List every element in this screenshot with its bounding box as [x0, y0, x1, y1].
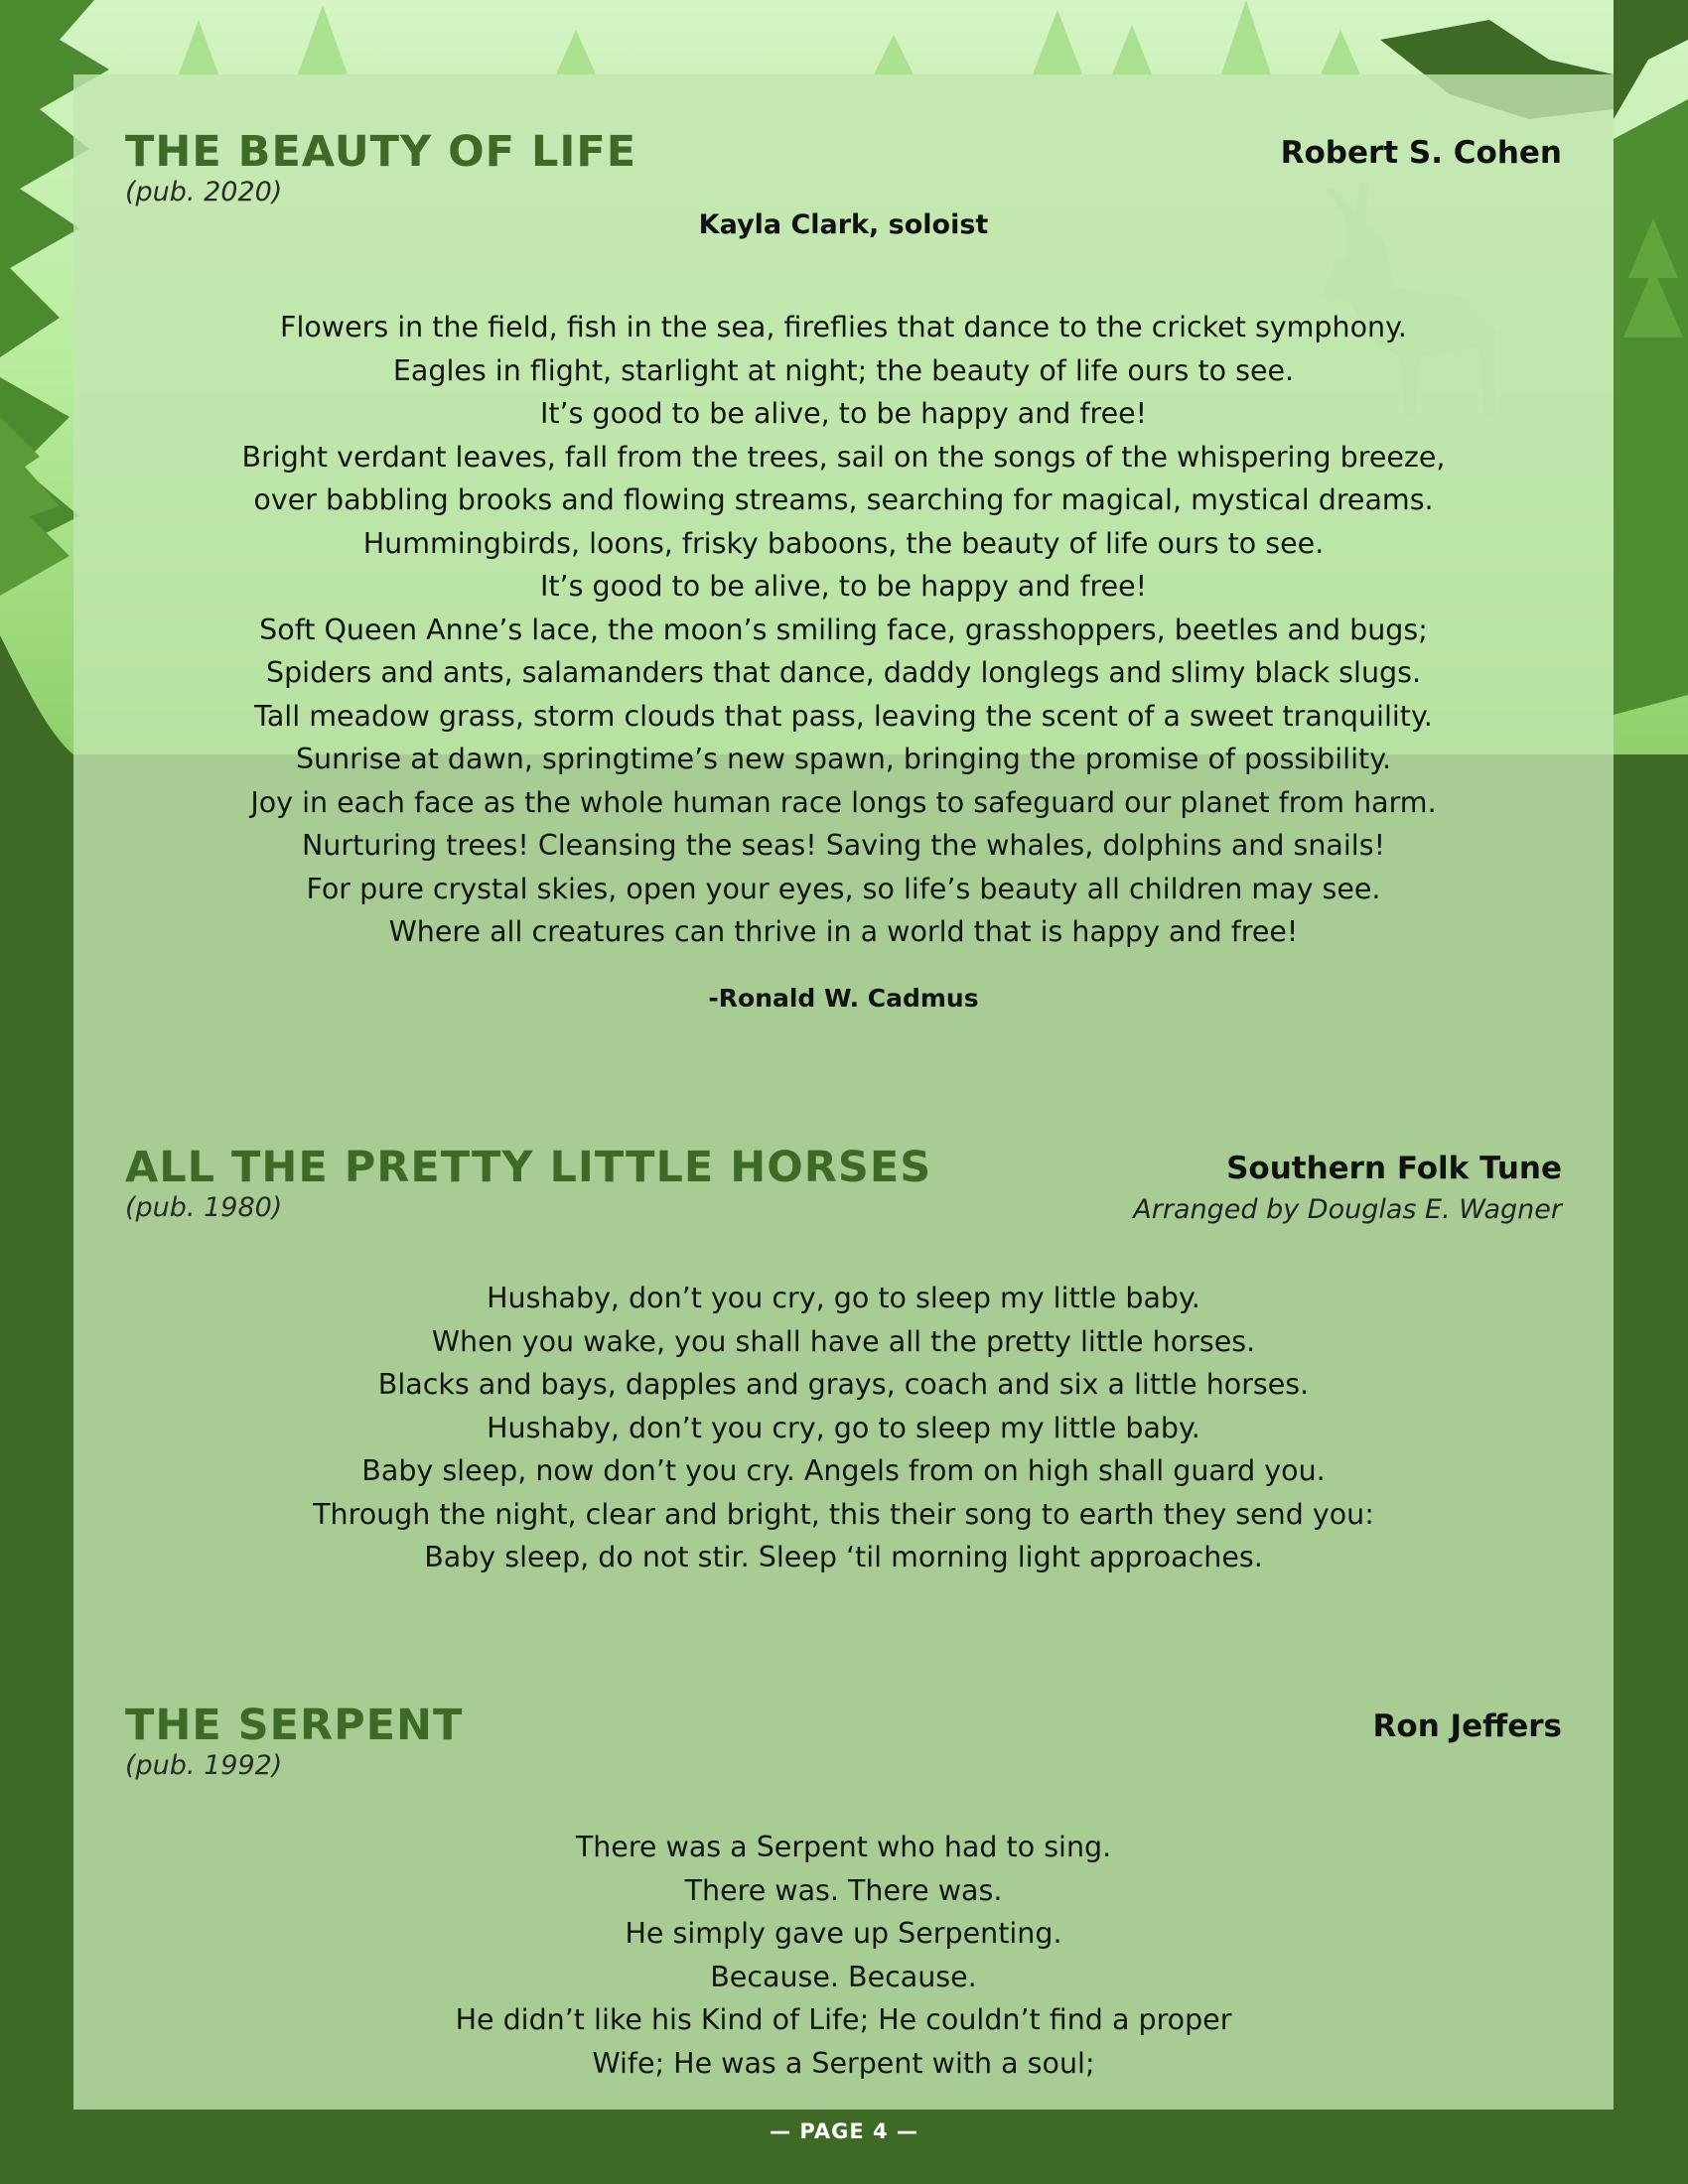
right-tree-branches [1614, 99, 1688, 715]
lyric-line: For pure crystal skies, open your eyes, so life’s beauty all children may see. [306, 872, 1381, 905]
composer-name: Robert S. Cohen [1280, 135, 1562, 171]
lyric-line: There was. There was. [684, 1873, 1003, 1907]
lyric-line: Through the night, clear and bright, this their song to earth they send you: [313, 1497, 1374, 1531]
lyric-line: Where all creatures can thrive in a world that is happy and free! [388, 915, 1299, 948]
poet-credit: -Ronald W. Cadmus [708, 984, 979, 1013]
lyric-line: Flowers in the field, fish in the sea, fireflies that dance to the cricket symphony. [280, 311, 1407, 343]
lyric-line: Nurturing trees! Cleansing the seas! Saving the whales, dolphins and snails! [301, 829, 1385, 862]
lyric-line: Baby sleep, now don’t you cry. Angels from on high shall guard you. [361, 1454, 1326, 1487]
left-hill [0, 635, 73, 2184]
composer-name: Ron Jeffers [1372, 1708, 1562, 1744]
lyric-line: Spiders and ants, salamanders that dance, daddy longlegs and slimy black slugs. [265, 656, 1422, 689]
lyric-line: over babbling brooks and flowing streams, searching for magical, mystical dreams. [253, 483, 1434, 516]
publication-year: (pub. 1980) [125, 1192, 283, 1223]
lyric-line: Sunrise at dawn, springtime’s new spawn, bringing the promise of possibility. [295, 743, 1392, 775]
lyrics-block [125, 1826, 1562, 2085]
lyric-line: When you wake, you shall have all the pretty little horses. [431, 1324, 1256, 1358]
arranger-credit: Arranged by Douglas E. Wagner [1133, 1194, 1562, 1225]
publication-year: (pub. 1992) [125, 1750, 283, 1781]
lyric-line: It’s good to be alive, to be happy and free! [539, 397, 1148, 430]
lyric-line: Wife; He was a Serpent with a soul; [592, 2046, 1095, 2080]
lyric-line: Because. Because. [710, 1960, 977, 1993]
lyric-line: Joy in each face as the whole human race longs to safeguard our planet from harm. [250, 785, 1437, 819]
song-title: THE SERPENT [125, 1701, 464, 1750]
lyrics-block [125, 306, 1562, 954]
page-number: — PAGE 4 — [770, 2119, 918, 2143]
publication-year: (pub. 2020) [125, 177, 283, 207]
lyric-line: Hummingbirds, loons, frisky baboons, the beauty of life ours to see. [362, 526, 1325, 560]
soloist-credit: Kayla Clark, soloist [698, 209, 989, 240]
lyric-line: He didn’t like his Kind of Life; He couldn’t find a proper [455, 2003, 1232, 2036]
lyric-line: Blacks and bays, dapples and grays, coach and six a little horses. [377, 1368, 1310, 1401]
lyric-line: Soft Queen Anne’s lace, the moon’s smiling face, grasshoppers, beetles and bugs; [259, 613, 1428, 646]
lyric-line: Tall meadow grass, storm clouds that pass, leaving the scent of a sweet tranquility. [254, 699, 1433, 733]
lyric-line: Bright verdant leaves, fall from the trees, sail on the songs of the whispering breeze, [241, 440, 1446, 474]
song-title: ALL THE PRETTY LITTLE HORSES [125, 1143, 932, 1192]
lyric-line: Eagles in flight, starlight at night; the beauty of life ours to see. [392, 353, 1295, 387]
lyric-line: Baby sleep, do not stir. Sleep ‘til morning light approaches. [424, 1541, 1263, 1573]
lyric-line: Hushaby, don’t you cry, go to sleep my little baby. [487, 1282, 1200, 1314]
lyric-line: There was a Serpent who had to sing. [575, 1831, 1112, 1863]
lyric-line: He simply gave up Serpenting. [625, 1917, 1062, 1950]
lyrics-block [125, 1277, 1562, 1579]
song-title: THE BEAUTY OF LIFE [125, 127, 637, 177]
composer-name: Southern Folk Tune [1226, 1151, 1562, 1186]
lyric-line: Hushaby, don’t you cry, go to sleep my little baby. [487, 1411, 1200, 1444]
lyric-line: It’s good to be alive, to be happy and free! [539, 570, 1148, 603]
